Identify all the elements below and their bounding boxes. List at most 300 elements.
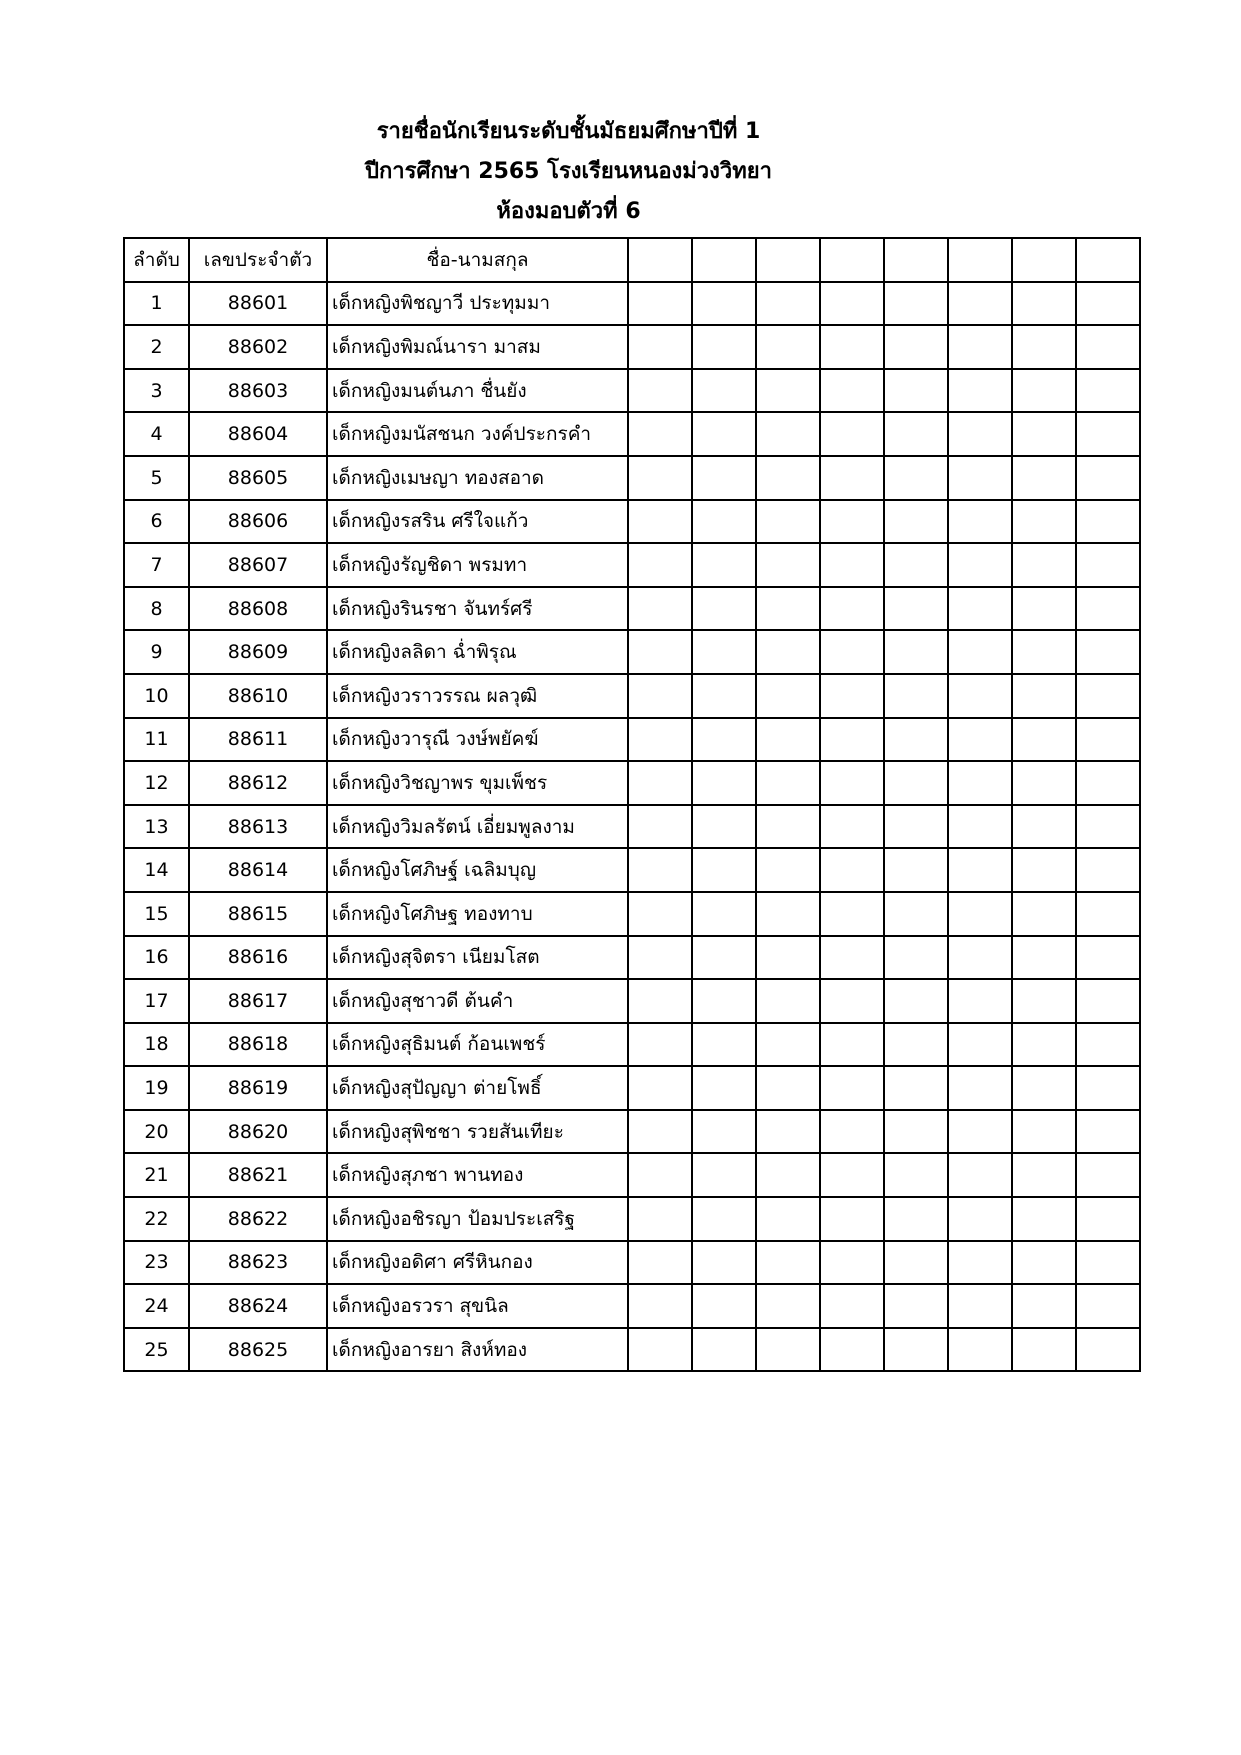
- blank-cell: [820, 369, 884, 413]
- blank-cell: [1012, 979, 1076, 1023]
- blank-cell: [948, 412, 1012, 456]
- blank-cell: [692, 630, 756, 674]
- blank-cell: [628, 848, 692, 892]
- blank-cell: [948, 282, 1012, 326]
- row-number: 24: [124, 1284, 189, 1328]
- blank-cell: [628, 1153, 692, 1197]
- blank-cell: [1076, 936, 1140, 980]
- blank-cell: [756, 1153, 820, 1197]
- blank-cell: [1076, 500, 1140, 544]
- blank-cell: [692, 1241, 756, 1285]
- blank-cell: [884, 369, 948, 413]
- blank-cell: [820, 936, 884, 980]
- table-row: [124, 630, 1140, 674]
- blank-cell: [884, 1153, 948, 1197]
- blank-cell: [948, 1110, 1012, 1154]
- row-number: 12: [124, 761, 189, 805]
- row-number: 7: [124, 543, 189, 587]
- student-id: 88614: [189, 848, 327, 892]
- blank-cell: [884, 456, 948, 500]
- student-name: เด็กหญิงรสริน ศรีใจแก้ว: [327, 500, 628, 544]
- blank-cell: [628, 805, 692, 849]
- student-name: เด็กหญิงอารยา สิงห์ทอง: [327, 1328, 628, 1372]
- blank-cell: [628, 543, 692, 587]
- blank-cell: [820, 892, 884, 936]
- student-id: 88604: [189, 412, 327, 456]
- blank-cell: [1076, 1153, 1140, 1197]
- row-number: 13: [124, 805, 189, 849]
- blank-cell: [756, 412, 820, 456]
- student-name: เด็กหญิงสุธิมนต์ ก้อนเพชร์: [327, 1023, 628, 1067]
- student-id: 88612: [189, 761, 327, 805]
- student-id: 88607: [189, 543, 327, 587]
- student-name: เด็กหญิงมนัสชนก วงค์ประกรคำ: [327, 412, 628, 456]
- blank-cell: [884, 674, 948, 718]
- table-row: [124, 1110, 1140, 1154]
- document-header: [0, 112, 1137, 232]
- blank-cell: [1012, 1328, 1076, 1372]
- blank-cell: [692, 1110, 756, 1154]
- blank-cell: [628, 674, 692, 718]
- blank-cell: [820, 718, 884, 762]
- blank-cell: [948, 1023, 1012, 1067]
- blank-cell: [692, 1328, 756, 1372]
- row-number: 4: [124, 412, 189, 456]
- student-name: เด็กหญิงรัญชิดา พรมทา: [327, 543, 628, 587]
- blank-cell: [756, 1197, 820, 1241]
- blank-cell: [1012, 718, 1076, 762]
- row-number: 3: [124, 369, 189, 413]
- blank-cell: [1076, 805, 1140, 849]
- student-name: เด็กหญิงสุภชา พานทอง: [327, 1153, 628, 1197]
- blank-cell: [692, 543, 756, 587]
- blank-cell: [820, 1284, 884, 1328]
- blank-cell: [884, 1197, 948, 1241]
- blank-cell: [692, 500, 756, 544]
- table-row: [124, 543, 1140, 587]
- blank-cell: [1012, 500, 1076, 544]
- blank-cell: [948, 718, 1012, 762]
- blank-cell: [1076, 892, 1140, 936]
- blank-cell: [692, 936, 756, 980]
- student-id: 88623: [189, 1241, 327, 1285]
- table-row: [124, 1241, 1140, 1285]
- student-name: เด็กหญิงรินรชา จันทร์ศรี: [327, 587, 628, 631]
- header-name: ชื่อ-นามสกุล: [327, 238, 628, 282]
- table-body: [124, 282, 1140, 1372]
- blank-cell: [948, 587, 1012, 631]
- blank-cell: [884, 1066, 948, 1110]
- row-number: 15: [124, 892, 189, 936]
- blank-cell: [1012, 1023, 1076, 1067]
- blank-cell: [820, 1153, 884, 1197]
- blank-cell: [1076, 674, 1140, 718]
- blank-cell: [1012, 587, 1076, 631]
- blank-cell: [948, 936, 1012, 980]
- blank-cell: [1012, 1241, 1076, 1285]
- header-blank-cell: [756, 238, 820, 282]
- table-row: [124, 500, 1140, 544]
- blank-cell: [1076, 1066, 1140, 1110]
- blank-cell: [820, 1110, 884, 1154]
- table-row: [124, 1066, 1140, 1110]
- blank-cell: [948, 848, 1012, 892]
- student-id: 88618: [189, 1023, 327, 1067]
- blank-cell: [628, 325, 692, 369]
- blank-cell: [884, 979, 948, 1023]
- blank-cell: [756, 1241, 820, 1285]
- student-name: เด็กหญิงวารุณี วงษ์พยัคฆ์: [327, 718, 628, 762]
- student-name: เด็กหญิงอดิศา ศรีหินกอง: [327, 1241, 628, 1285]
- blank-cell: [1012, 674, 1076, 718]
- blank-cell: [1012, 630, 1076, 674]
- student-name: เด็กหญิงวิชญาพร ขุมเพ็ชร: [327, 761, 628, 805]
- table-row: [124, 1328, 1140, 1372]
- blank-cell: [948, 761, 1012, 805]
- blank-cell: [884, 892, 948, 936]
- blank-cell: [692, 892, 756, 936]
- blank-cell: [820, 1328, 884, 1372]
- blank-cell: [1076, 761, 1140, 805]
- table-row: [124, 1197, 1140, 1241]
- blank-cell: [1012, 456, 1076, 500]
- blank-cell: [628, 456, 692, 500]
- blank-cell: [884, 543, 948, 587]
- blank-cell: [628, 1023, 692, 1067]
- blank-cell: [692, 805, 756, 849]
- student-name: เด็กหญิงเมษญา ทองสอาด: [327, 456, 628, 500]
- blank-cell: [884, 325, 948, 369]
- blank-cell: [692, 848, 756, 892]
- blank-cell: [692, 718, 756, 762]
- blank-cell: [1076, 325, 1140, 369]
- blank-cell: [1012, 369, 1076, 413]
- blank-cell: [820, 848, 884, 892]
- row-number: 18: [124, 1023, 189, 1067]
- blank-cell: [820, 979, 884, 1023]
- blank-cell: [820, 674, 884, 718]
- row-number: 5: [124, 456, 189, 500]
- blank-cell: [756, 1066, 820, 1110]
- blank-cell: [1012, 1066, 1076, 1110]
- blank-cell: [692, 282, 756, 326]
- table-row: [124, 761, 1140, 805]
- student-id: 88625: [189, 1328, 327, 1372]
- student-id: 88601: [189, 282, 327, 326]
- blank-cell: [628, 892, 692, 936]
- table-row: [124, 412, 1140, 456]
- blank-cell: [1076, 456, 1140, 500]
- blank-cell: [756, 1110, 820, 1154]
- blank-cell: [628, 761, 692, 805]
- blank-cell: [948, 1241, 1012, 1285]
- row-number: 22: [124, 1197, 189, 1241]
- header-blank-cell: [948, 238, 1012, 282]
- header-student-id: เลขประจำตัว: [189, 238, 327, 282]
- row-number: 16: [124, 936, 189, 980]
- table-row: [124, 805, 1140, 849]
- student-roster-table: [123, 237, 1141, 1372]
- blank-cell: [820, 630, 884, 674]
- header-blank-cell: [1012, 238, 1076, 282]
- blank-cell: [1076, 979, 1140, 1023]
- student-name: เด็กหญิงวราวรรณ ผลวุฒิ: [327, 674, 628, 718]
- blank-cell: [820, 500, 884, 544]
- student-id: 88620: [189, 1110, 327, 1154]
- title-line-1: รายชื่อนักเรียนระดับชั้นมัธยมศึกษาปีที่ 1: [376, 119, 761, 144]
- title-line-2: ปีการศึกษา 2565 โรงเรียนหนองม่วงวิทยา: [365, 159, 772, 184]
- student-name: เด็กหญิงอรวรา สุขนิล: [327, 1284, 628, 1328]
- student-name: เด็กหญิงวิมลรัตน์ เอี่ยมพูลงาม: [327, 805, 628, 849]
- row-number: 20: [124, 1110, 189, 1154]
- blank-cell: [692, 369, 756, 413]
- blank-cell: [628, 282, 692, 326]
- blank-cell: [628, 1241, 692, 1285]
- blank-cell: [948, 1153, 1012, 1197]
- blank-cell: [1076, 369, 1140, 413]
- student-id: 88611: [189, 718, 327, 762]
- table-header-row: [124, 238, 1140, 282]
- blank-cell: [628, 1066, 692, 1110]
- table-row: [124, 718, 1140, 762]
- blank-cell: [820, 1023, 884, 1067]
- blank-cell: [756, 630, 820, 674]
- blank-cell: [628, 718, 692, 762]
- blank-cell: [1012, 1197, 1076, 1241]
- student-id: 88608: [189, 587, 327, 631]
- blank-cell: [756, 979, 820, 1023]
- table-row: [124, 369, 1140, 413]
- blank-cell: [756, 543, 820, 587]
- table-row: [124, 979, 1140, 1023]
- header-blank-cell: [1076, 238, 1140, 282]
- blank-cell: [692, 1284, 756, 1328]
- student-name: เด็กหญิงสุปัญญา ต่ายโพธิ์: [327, 1066, 628, 1110]
- blank-cell: [884, 848, 948, 892]
- header-blank-cell: [692, 238, 756, 282]
- blank-cell: [820, 1066, 884, 1110]
- blank-cell: [1076, 412, 1140, 456]
- student-name: เด็กหญิงโศภิษฐ ทองทาบ: [327, 892, 628, 936]
- student-id: 88605: [189, 456, 327, 500]
- blank-cell: [756, 936, 820, 980]
- table-row: [124, 1153, 1140, 1197]
- student-name: เด็กหญิงสุจิตรา เนียมโสต: [327, 936, 628, 980]
- row-number: 6: [124, 500, 189, 544]
- blank-cell: [756, 587, 820, 631]
- blank-cell: [1012, 848, 1076, 892]
- student-name: เด็กหญิงสุชาวดี ต้นคำ: [327, 979, 628, 1023]
- blank-cell: [948, 979, 1012, 1023]
- blank-cell: [948, 1328, 1012, 1372]
- blank-cell: [628, 1197, 692, 1241]
- blank-cell: [1076, 587, 1140, 631]
- blank-cell: [1012, 761, 1076, 805]
- header-blank-cell: [820, 238, 884, 282]
- blank-cell: [1012, 543, 1076, 587]
- blank-cell: [628, 936, 692, 980]
- student-id: 88617: [189, 979, 327, 1023]
- blank-cell: [1076, 1241, 1140, 1285]
- blank-cell: [1012, 805, 1076, 849]
- blank-cell: [756, 325, 820, 369]
- blank-cell: [628, 500, 692, 544]
- blank-cell: [948, 674, 1012, 718]
- blank-cell: [1076, 1284, 1140, 1328]
- blank-cell: [692, 761, 756, 805]
- table-row: [124, 1284, 1140, 1328]
- header-blank-cell: [628, 238, 692, 282]
- student-id: 88613: [189, 805, 327, 849]
- row-number: 2: [124, 325, 189, 369]
- row-number: 9: [124, 630, 189, 674]
- blank-cell: [884, 500, 948, 544]
- row-number: 23: [124, 1241, 189, 1285]
- table-row: [124, 936, 1140, 980]
- blank-cell: [756, 848, 820, 892]
- student-name: เด็กหญิงอชิรญา ป้อมประเสริฐ: [327, 1197, 628, 1241]
- title-line-3: ห้องมอบตัวที่ 6: [496, 199, 641, 224]
- table-row: [124, 674, 1140, 718]
- student-name: เด็กหญิงโศภิษฐ์ เฉลิมบุญ: [327, 848, 628, 892]
- blank-cell: [756, 1023, 820, 1067]
- blank-cell: [1012, 892, 1076, 936]
- blank-cell: [1012, 1284, 1076, 1328]
- blank-cell: [884, 936, 948, 980]
- blank-cell: [884, 1284, 948, 1328]
- blank-cell: [820, 282, 884, 326]
- table-row: [124, 325, 1140, 369]
- student-name: เด็กหญิงลลิดา ฉ่ำพิรุณ: [327, 630, 628, 674]
- blank-cell: [756, 674, 820, 718]
- student-id: 88602: [189, 325, 327, 369]
- blank-cell: [1076, 630, 1140, 674]
- row-number: 25: [124, 1328, 189, 1372]
- table-row: [124, 282, 1140, 326]
- student-id: 88616: [189, 936, 327, 980]
- blank-cell: [948, 543, 1012, 587]
- blank-cell: [692, 979, 756, 1023]
- blank-cell: [692, 1153, 756, 1197]
- blank-cell: [884, 1023, 948, 1067]
- blank-cell: [1012, 325, 1076, 369]
- blank-cell: [820, 1241, 884, 1285]
- blank-cell: [692, 1066, 756, 1110]
- blank-cell: [884, 761, 948, 805]
- blank-cell: [692, 1023, 756, 1067]
- student-id: 88609: [189, 630, 327, 674]
- blank-cell: [692, 674, 756, 718]
- blank-cell: [756, 500, 820, 544]
- blank-cell: [884, 412, 948, 456]
- blank-cell: [948, 1284, 1012, 1328]
- blank-cell: [1076, 543, 1140, 587]
- blank-cell: [948, 325, 1012, 369]
- student-id: 88622: [189, 1197, 327, 1241]
- blank-cell: [1076, 1110, 1140, 1154]
- blank-cell: [1076, 718, 1140, 762]
- blank-cell: [628, 1110, 692, 1154]
- blank-cell: [820, 456, 884, 500]
- blank-cell: [1012, 1153, 1076, 1197]
- blank-cell: [1076, 1328, 1140, 1372]
- blank-cell: [948, 892, 1012, 936]
- student-name: เด็กหญิงพิมณ์นารา มาสม: [327, 325, 628, 369]
- blank-cell: [820, 761, 884, 805]
- blank-cell: [1012, 282, 1076, 326]
- blank-cell: [1012, 412, 1076, 456]
- blank-cell: [948, 500, 1012, 544]
- blank-cell: [948, 456, 1012, 500]
- blank-cell: [884, 1110, 948, 1154]
- row-number: 19: [124, 1066, 189, 1110]
- blank-cell: [692, 325, 756, 369]
- blank-cell: [884, 630, 948, 674]
- student-id: 88619: [189, 1066, 327, 1110]
- table-row: [124, 1023, 1140, 1067]
- row-number: 8: [124, 587, 189, 631]
- blank-cell: [756, 369, 820, 413]
- blank-cell: [628, 630, 692, 674]
- blank-cell: [820, 587, 884, 631]
- blank-cell: [756, 761, 820, 805]
- row-number: 11: [124, 718, 189, 762]
- table-row: [124, 892, 1140, 936]
- blank-cell: [948, 1197, 1012, 1241]
- blank-cell: [628, 412, 692, 456]
- table-row: [124, 456, 1140, 500]
- blank-cell: [692, 412, 756, 456]
- blank-cell: [820, 1197, 884, 1241]
- blank-cell: [692, 456, 756, 500]
- blank-cell: [1012, 1110, 1076, 1154]
- blank-cell: [756, 1284, 820, 1328]
- row-number: 10: [124, 674, 189, 718]
- blank-cell: [820, 805, 884, 849]
- blank-cell: [884, 1241, 948, 1285]
- blank-cell: [1076, 1197, 1140, 1241]
- blank-cell: [948, 1066, 1012, 1110]
- blank-cell: [884, 282, 948, 326]
- blank-cell: [756, 1328, 820, 1372]
- blank-cell: [756, 282, 820, 326]
- blank-cell: [820, 412, 884, 456]
- blank-cell: [820, 543, 884, 587]
- blank-cell: [948, 805, 1012, 849]
- blank-cell: [1076, 1023, 1140, 1067]
- blank-cell: [820, 325, 884, 369]
- student-id: 88610: [189, 674, 327, 718]
- blank-cell: [1012, 936, 1076, 980]
- blank-cell: [884, 805, 948, 849]
- blank-cell: [1076, 282, 1140, 326]
- blank-cell: [628, 369, 692, 413]
- blank-cell: [628, 1328, 692, 1372]
- blank-cell: [628, 587, 692, 631]
- blank-cell: [628, 1284, 692, 1328]
- student-id: 88603: [189, 369, 327, 413]
- header-blank-cell: [884, 238, 948, 282]
- blank-cell: [948, 369, 1012, 413]
- blank-cell: [756, 718, 820, 762]
- blank-cell: [756, 805, 820, 849]
- blank-cell: [756, 892, 820, 936]
- blank-cell: [884, 1328, 948, 1372]
- row-number: 21: [124, 1153, 189, 1197]
- table-row: [124, 587, 1140, 631]
- row-number: 17: [124, 979, 189, 1023]
- table-row: [124, 848, 1140, 892]
